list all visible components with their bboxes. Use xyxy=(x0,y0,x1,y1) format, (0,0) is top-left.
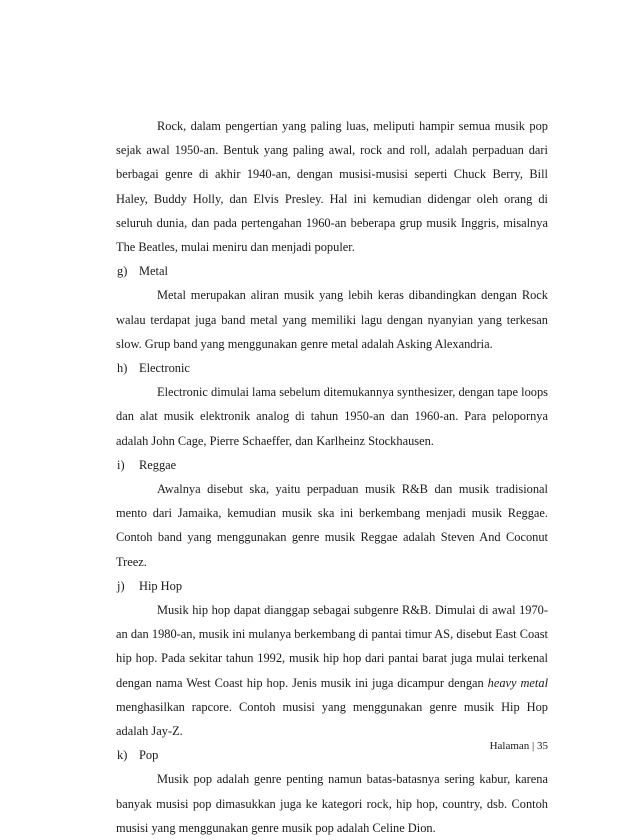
heading-title: Metal xyxy=(139,264,168,279)
emphasis-text: heavy metal xyxy=(487,675,549,690)
paragraph-electronic: Electronic dimulai lama sebelum ditemukannya synthesizer, dengan tape loops dan alat musik elektronik analog di tahun 1950-an dan 1960-an. Para pelopornya adalah John Cage, Pierre Schaeffer, dan Karlheinz Stockhausen. xyxy=(116,385,548,448)
heading-title: Reggae xyxy=(139,457,177,472)
heading-electronic xyxy=(116,356,548,380)
paragraph-hiphop xyxy=(116,598,548,743)
paragraph-reggae: Awalnya disebut ska, yaitu perpaduan musik R&B dan musik tradisional mento dari Jamaika, kemudian musik ska ini berkembang menjadi musik Reggae. Contoh band yang menggunakan genre musik Reggae adalah Steven And Coconut Treez. xyxy=(116,482,548,569)
heading-letter: h) xyxy=(117,361,128,376)
heading-hiphop xyxy=(116,574,548,598)
heading-title: Pop xyxy=(139,748,159,763)
paragraph-pop: Musik pop adalah genre penting namun batas-batasnya sering kabur, karena banyak musisi pop dimasukkan juga ke kategori rock, hip hop, country, dsb. Contoh musisi yang menggunakan genre musik pop adalah Celine Dion. xyxy=(116,772,548,835)
text-run: Musik hip hop dapat dianggap sebagai subgenre R&B. Dimulai di awal 1970-an dan 1980-an, musik ini mulanya berkembang di pantai timur AS, disebut East Coast hip hop. Pada sekitar tahun 1992, musik hip hop dari pantai barat juga mulai terkenal dengan nama West Coast hip hop. Jenis musik ini juga dicampur dengan xyxy=(116,603,548,690)
heading-title: Hip Hop xyxy=(139,578,183,593)
heading-title: Electronic xyxy=(139,361,190,376)
paragraph-metal: Metal merupakan aliran musik yang lebih keras dibandingkan dengan Rock walau terdapat juga band metal yang memiliki lagu dengan nyanyian yang terkesan slow. Grup band yang menggunakan genre metal adalah Asking Alexandria. xyxy=(116,288,548,351)
heading-metal xyxy=(116,259,548,283)
text-run: menghasilkan rapcore. Contoh musisi yang menggunakan genre musik Hip Hop adalah Jay-Z. xyxy=(116,699,548,739)
heading-pop xyxy=(116,743,548,767)
heading-reggae xyxy=(116,453,548,477)
heading-letter: k) xyxy=(117,748,128,763)
heading-letter: g) xyxy=(117,264,128,279)
heading-letter: j) xyxy=(117,578,125,593)
heading-letter: i) xyxy=(117,457,125,472)
page-number: Halaman | 35 xyxy=(489,740,548,752)
paragraph-rock: Rock, dalam pengertian yang paling luas, meliputi hampir semua musik pop sejak awal 1950-an. Bentuk yang paling awal, rock and roll, adalah perpaduan dari berbagai genre di akhir 1940-an, dengan musisi-musisi seperti Chuck Berry, Bill Haley, Buddy Holly, dan Elvis Presley. Hal ini kemudian didengar oleh orang di seluruh dunia, dan pada pertengahan 1960-an beberapa grup musik Inggris, misalnya The Beatles, mulai meniru dan menjadi populer. xyxy=(116,119,548,255)
page-content xyxy=(116,114,548,840)
